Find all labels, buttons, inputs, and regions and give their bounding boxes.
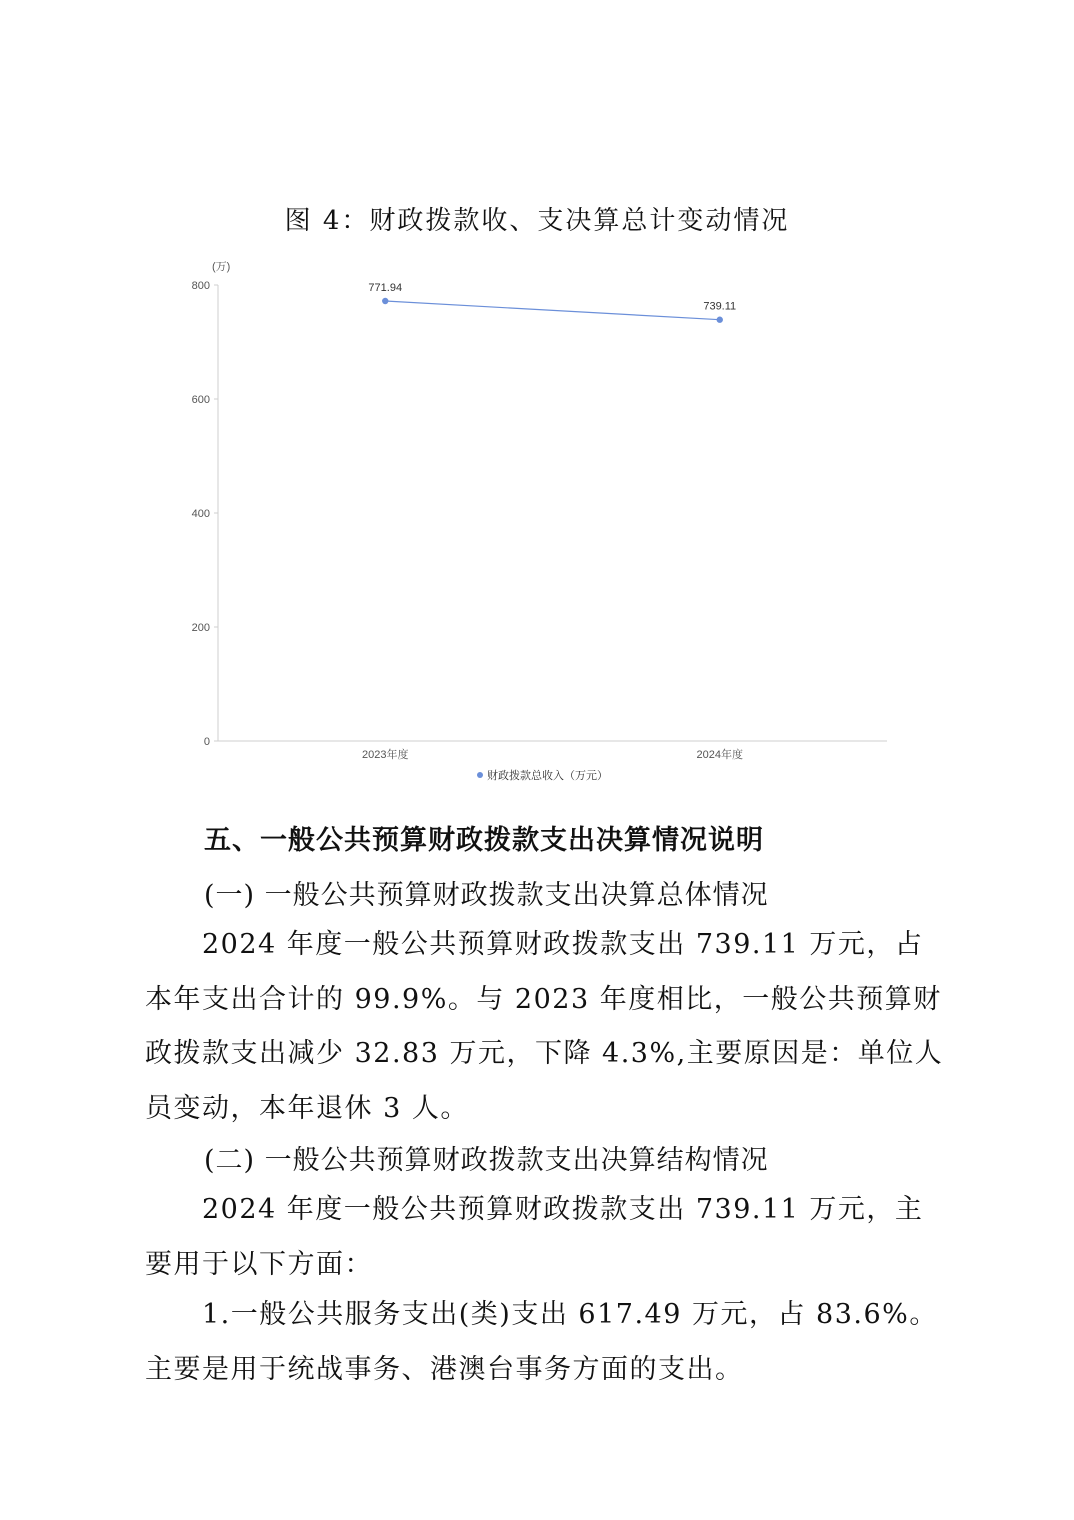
data-label: 771.94 — [368, 281, 403, 294]
subheading-structure: (二) 一般公共预算财政拨款支出决算结构情况 — [204, 1145, 769, 1176]
legend-marker — [477, 772, 483, 778]
paragraph-item-1: 1.一般公共服务支出(类)支出 617.49 万元，占 83.6%。主要是用于统战事务、港澳台事务方面的支出。 — [145, 1299, 938, 1385]
y-tick-label: 200 — [191, 622, 210, 634]
y-tick-label: 400 — [191, 508, 210, 520]
x-tick-label: 2023年度 — [362, 749, 409, 761]
x-tick-label: 2024年度 — [696, 749, 743, 761]
y-tick-label: 0 — [203, 736, 210, 748]
line-chart — [150, 250, 910, 790]
y-tick-label: 800 — [191, 280, 210, 292]
legend-label: 财政拨款总收入（万元） — [487, 770, 608, 782]
legend — [477, 768, 608, 782]
data-label: 739.11 — [703, 300, 737, 313]
y-tick-label: 600 — [191, 394, 210, 406]
y-unit-label: (万) — [212, 261, 231, 273]
paragraph-overall: 2024 年度一般公共预算财政拨款支出 739.11 万元，占本年支出合计的 99.9%。与 2023 年度相比，一般公共预算财政拨款支出减少 32.83 万元，下降 4.3%,主要原因是：单位人员变动，本年退休 3 人。 — [145, 929, 944, 1124]
section-heading: 五、一般公共预算财政拨款支出决算情况说明 — [204, 825, 764, 856]
data-point — [382, 298, 388, 304]
figure-title: 图 4：财政拨款收、支决算总计变动情况 — [284, 206, 790, 236]
subheading-overall: (一) 一般公共预算财政拨款支出决算总体情况 — [204, 880, 769, 911]
paragraph-structure: 2024 年度一般公共预算财政拨款支出 739.11 万元，主要用于以下方面： — [145, 1194, 924, 1280]
data-point — [717, 317, 723, 323]
series-line — [385, 301, 720, 320]
